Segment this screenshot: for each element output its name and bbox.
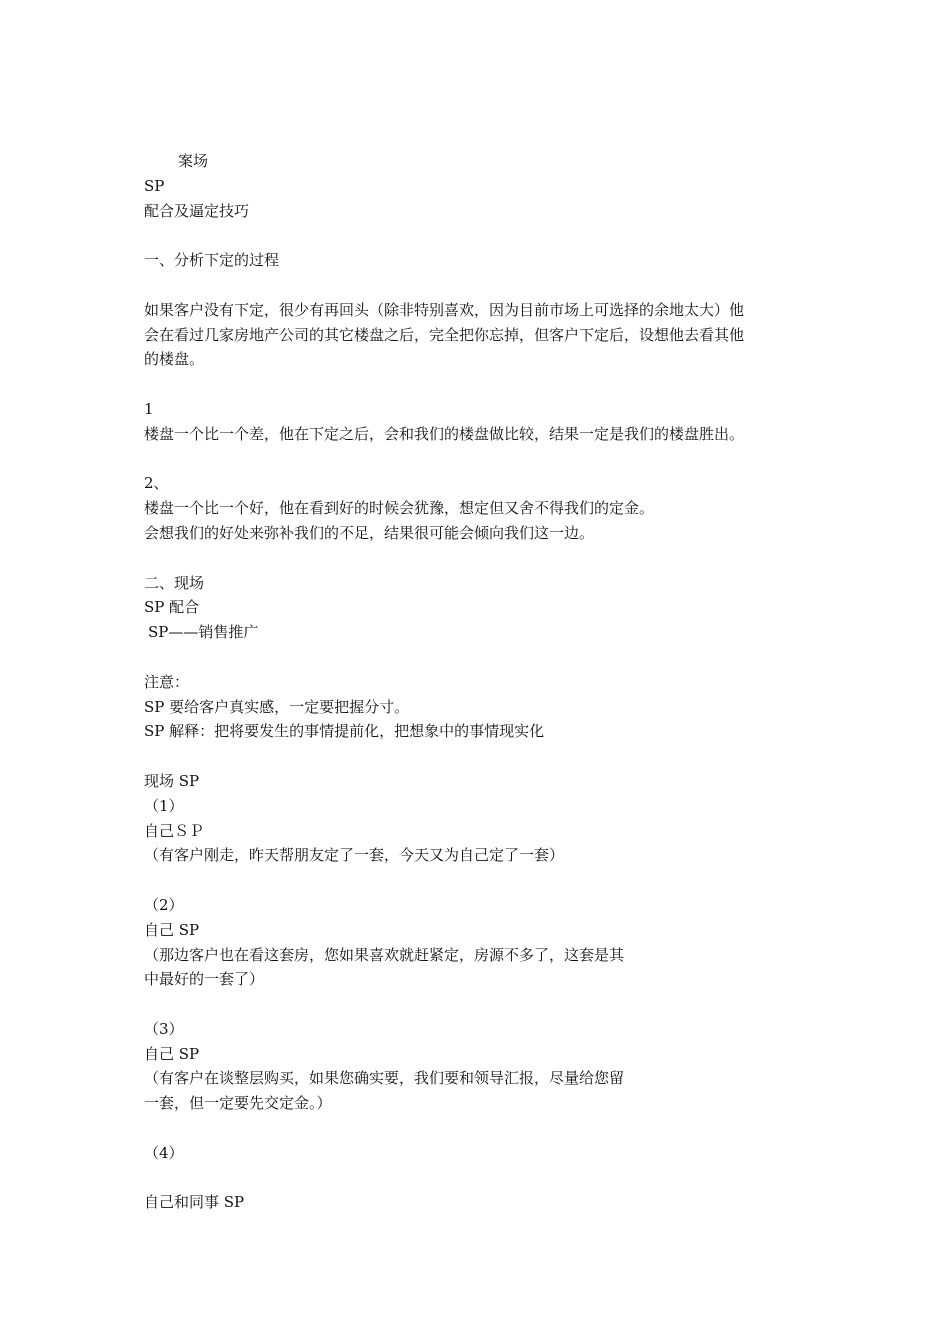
- spacer: [144, 546, 824, 571]
- onsite-item-number: （2）: [144, 895, 184, 914]
- title-line-3: 配合及逼定技巧: [144, 201, 250, 220]
- item2-text-line: 楼盘一个比一个好，他在看到好的时候会犹豫，想定但又舍不得我们的定金。: [144, 499, 655, 518]
- section2-sub1: SP 配合: [144, 598, 200, 617]
- onsite-item-title: 自己 SP: [144, 920, 200, 939]
- spacer: [144, 744, 824, 769]
- section2-sub2: SP——销售推广: [148, 623, 259, 642]
- onsite-item-desc: （那边客户也在看这套房，您如果喜欢就赶紧定，房源不多了，这套是其: [144, 945, 625, 964]
- onsite-item-title: 自己和同事 SP: [144, 1193, 245, 1212]
- spacer: [144, 1116, 824, 1141]
- document-page: [144, 149, 824, 1215]
- item1-text: 楼盘一个比一个差，他在下定之后，会和我们的楼盘做比较，结果一定是我们的楼盘胜出。: [144, 424, 745, 443]
- spacer: [144, 645, 824, 670]
- onsite-item-title: 自己 SP: [144, 1044, 200, 1063]
- onsite-heading: 现场 SP: [144, 771, 200, 790]
- spacer: [144, 223, 824, 248]
- onsite-item-number: （3）: [144, 1019, 184, 1038]
- section1-paragraph-line: 如果客户没有下定，很少有再回头（除非特别喜欢，因为目前市场上可选择的余地太大）他: [144, 300, 745, 319]
- spacer: [144, 447, 824, 472]
- spacer: [144, 868, 824, 893]
- section1-heading: 一、分析下定的过程: [144, 251, 280, 270]
- section1-paragraph-line: 的楼盘。: [144, 350, 205, 369]
- onsite-item-desc: 中最好的一套了）: [144, 970, 265, 989]
- note-line: SP 要给客户真实感，一定要把握分寸。: [144, 697, 410, 716]
- title-line-1: 案场: [178, 152, 209, 170]
- item2-text-line: 会想我们的好处来弥补我们的不足，结果很可能会倾向我们这一边。: [144, 523, 595, 542]
- onsite-item-desc: 一套，但一定要先交定金。）: [144, 1094, 332, 1113]
- title-line-2: SP: [144, 176, 165, 195]
- note-label: 注意：: [144, 672, 190, 691]
- onsite-item-desc: （有客户刚走，昨天帮朋友定了一套，今天又为自己定了一套）: [144, 846, 565, 865]
- spacer: [144, 372, 824, 397]
- spacer: [144, 273, 824, 298]
- note-line: SP 解释：把将要发生的事情提前化，把想象中的事情现实化: [144, 722, 545, 741]
- section1-paragraph-line: 会在看过几家房地产公司的其它楼盘之后，完全把你忘掉，但客户下定后，设想他去看其他: [144, 325, 745, 344]
- onsite-item-number: （4）: [144, 1143, 184, 1162]
- item1-number: 1: [144, 399, 154, 418]
- onsite-item-desc: （有客户在谈整层购买，如果您确实要，我们要和领导汇报，尽量给您留: [144, 1069, 625, 1088]
- spacer: [144, 992, 824, 1017]
- spacer: [144, 1166, 824, 1191]
- item2-number: 2、: [144, 474, 169, 493]
- onsite-item-number: （1）: [144, 796, 184, 815]
- section2-heading: 二、现场: [144, 573, 205, 592]
- onsite-item-title: 自己ＳＰ: [144, 821, 205, 840]
